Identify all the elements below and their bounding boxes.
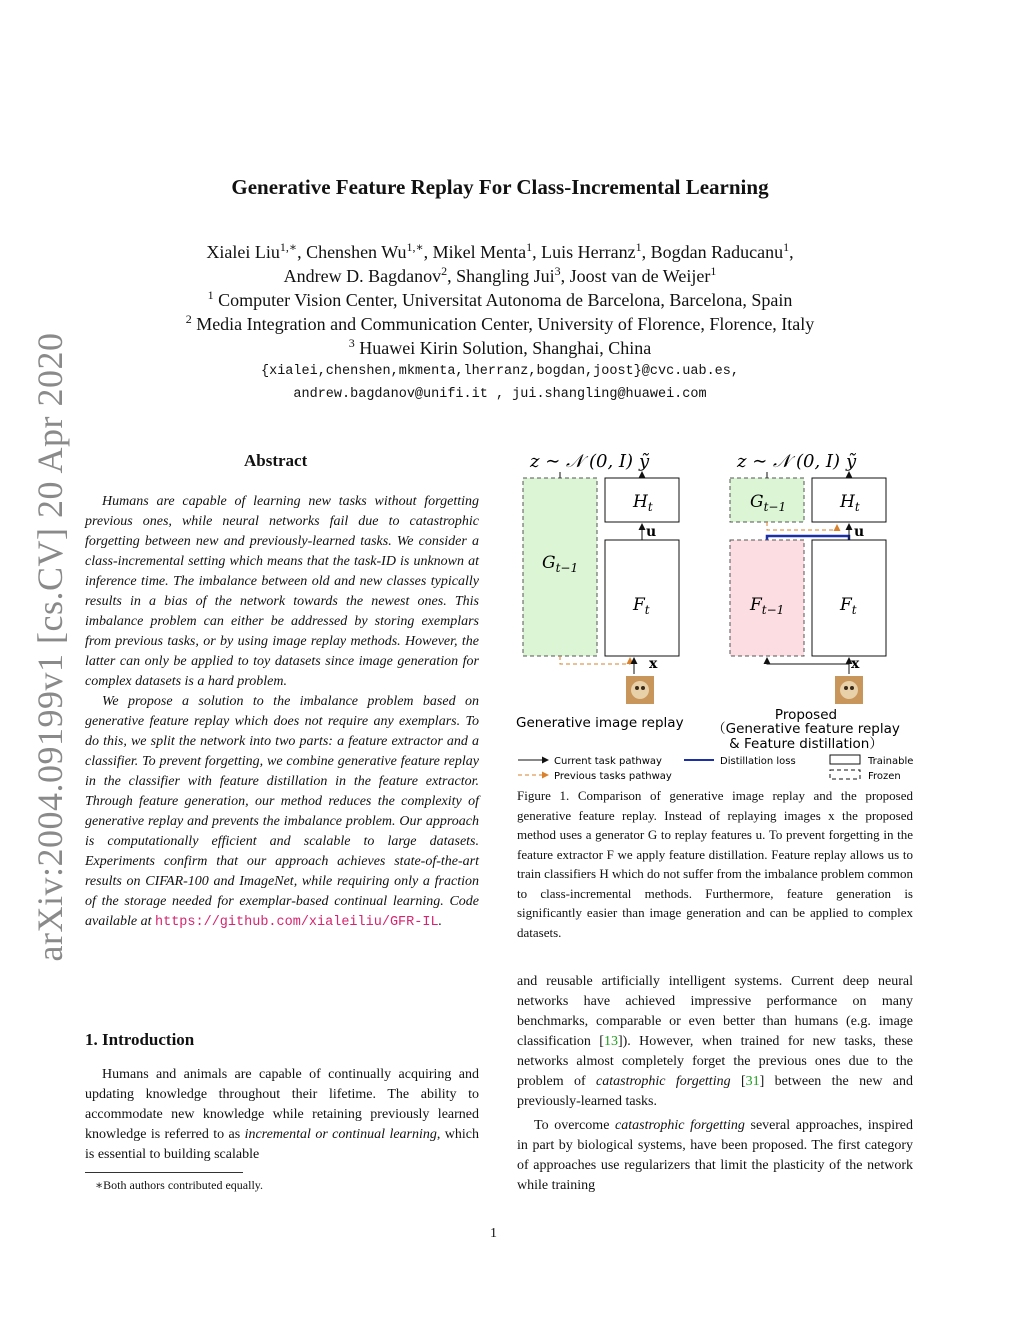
abstract-paragraph-1: Humans are capable of learning new tasks without forgetting previous ones, while neural networks fail due to catastrophic forgetting between new and previously-learned tasks. We consider a class-incremental setting which means that the task-ID is unknown at inference time. The imbalance between old and new classes typically results in a bias of the network towards the newest ones. This imbalance problem can either be addressed by storing exemplars from previous tasks, or by using image replay methods. However, the latter can only be applied to toy datasets since image generation for complex datasets is a hard problem.: [85, 494, 479, 689]
abstract-body: [85, 492, 479, 933]
author-name: Joost van de Weijer: [569, 266, 711, 286]
right-noise-label: z ∼ 𝒩 (0, I): [737, 451, 841, 472]
right-column-body: [517, 972, 913, 1196]
left-u-label: u: [646, 524, 657, 540]
right-diagram-label-3: & Feature distillation）: [729, 736, 883, 752]
right-previous-pathway-top: [767, 522, 837, 530]
left-classifier-label: $H_t$: [633, 492, 653, 514]
affiliation-2: $^2$ Media Integration and Communication Center, University of Florence, Florence, Italy: [185, 312, 815, 334]
affiliation-1: $^1$ Computer Vision Center, Universitat Autonoma de Barcelona, Barcelona, Spain: [207, 288, 793, 310]
figure-1-caption: Figure 1. Comparison of generative image replay and the proposed generative feature replay. Instead of replaying images x the proposed method uses a generator G to replay features u. To prevent forgetting in the feature extractor F we apply feature distillation. Feature replay allows us to train classifiers H which do not suffer from the imbalance problem common to class-incremental methods. Furthermore, feature generation is significantly easier than image generation and can be applied to complex datasets.: [517, 788, 913, 940]
footnote: ∗Both authors contributed equally.: [95, 1178, 264, 1192]
author-affiliation-mark: 1,∗: [279, 240, 298, 254]
right-ytilde-label: ỹ: [846, 451, 857, 472]
legend-distill-label: Distillation loss: [720, 756, 796, 767]
figure-1: [512, 440, 922, 785]
left-ytilde-label: ỹ: [639, 451, 650, 472]
author-affiliation-mark: 1: [526, 240, 533, 254]
left-noise-label: z ∼ 𝒩 (0, I): [530, 451, 634, 472]
author-affiliation-mark: 1: [783, 240, 790, 254]
intro-paragraph-1: Humans and animals are capable of continually acquiring and updating knowledge throughout their lifetime. The ability to accommodate new knowledge while retaining previously learned knowledge is referred to as incremental or continual learning, which is essential to building scalable: [85, 1067, 479, 1162]
right-distillation-loss: [767, 536, 849, 540]
right-generator-label: $G_{t-1}$: [750, 492, 787, 514]
right-old-extractor-box: [730, 540, 804, 656]
paper-title: Generative Feature Replay For Class-Incremental Learning: [231, 175, 769, 199]
author-name: Xialei Liu: [206, 242, 280, 262]
right-paragraph-2: To overcome catastrophic forgetting several approaches, inspired in part by biological systems, have been proposed. The first category of approaches use regularizers that limit the plasticity of the network while training: [517, 1118, 913, 1193]
author-affiliation-mark: 3: [554, 264, 561, 278]
right-old-extractor-label: $F_{t-1}$: [750, 595, 785, 617]
legend-previous-label: Previous tasks pathway: [554, 771, 672, 782]
page-number: 1: [490, 1226, 497, 1241]
legend-frozen-box: [830, 770, 860, 779]
left-previous-pathway: [560, 656, 630, 664]
emails-line-1[interactable]: {xialei,chenshen,mkmenta,lherranz,bogdan,joost}@cvc.uab.es,: [261, 364, 739, 379]
author-name: Bogdan Raducanu: [650, 242, 784, 262]
author-affiliation-mark: 1: [710, 264, 717, 278]
legend-current-label: Current task pathway: [554, 756, 662, 767]
affiliation-3: $^3$ Huawei Kirin Solution, Shanghai, China: [348, 336, 652, 358]
author-affiliation-mark: 1,∗: [406, 240, 424, 254]
author-affiliation-mark: 1: [635, 240, 642, 254]
code-link[interactable]: https://github.com/xialeiliu/GFR-IL: [155, 915, 439, 930]
right-classifier-label: $H_t$: [840, 492, 860, 514]
left-diagram-label: Generative image replay: [516, 715, 684, 731]
introduction-heading: 1. Introduction: [85, 1030, 195, 1049]
authors-line-2: Andrew D. Bagdanov$^2$, Shangling Jui$^3$, Joost van de Weijer$^1$: [283, 264, 717, 286]
abstract-heading: Abstract: [244, 451, 308, 470]
authors-line-1: Xialei Liu$^{1,∗}$, Chenshen $Wu^{1,∗}$, Mikel Menta$^1$, Luis Herranz$^1$, Bogdan Raducanu$^1$,: [206, 240, 794, 262]
legend-frozen-label: Frozen: [868, 771, 901, 782]
left-x-label: x: [649, 656, 658, 672]
introduction-body: [85, 1065, 479, 1165]
left-generator-label: $G_{t-1}$: [542, 553, 579, 575]
footnote-rule: [85, 1172, 243, 1173]
author-name: Andrew D. Bagdanov: [283, 266, 442, 286]
right-x-label: x: [851, 656, 860, 672]
author-affiliation-mark: 2: [441, 264, 448, 278]
arxiv-side-stamp: arXiv:2004.09199v1 [cs.CV] 20 Apr 2020: [30, 332, 70, 962]
citation-31[interactable]: 31: [745, 1074, 760, 1089]
citation-13[interactable]: 13: [603, 1034, 618, 1049]
right-extractor-label: $F_t$: [840, 595, 857, 617]
author-name: Shangling Jui: [456, 266, 555, 286]
author-name: Chenshen Wu: [306, 242, 407, 262]
emails-line-2[interactable]: andrew.bagdanov@unifi.it , jui.shangling@huawei.com: [293, 387, 707, 402]
author-name: Mikel Menta: [432, 242, 527, 262]
right-diagram-label-1: Proposed: [774, 707, 838, 723]
right-paragraph-1: and reusable artificially intelligent systems. Current deep neural networks have achieved impressive performance on many benchmarks, comparable or even better than humans (e.g. image classification [13]). However, when trained for new tasks, these networks almost completely forget the previous ones due to the problem of catastrophic forgetting [31] between the new and previously-learned tasks.: [517, 974, 913, 1109]
right-diagram-label-2: （Generative feature replay: [712, 721, 900, 737]
author-name: Luis Herranz: [541, 242, 636, 262]
right-x-to-old-arrow: [767, 658, 849, 664]
legend-trainable-box: [830, 755, 860, 764]
left-extractor-label: $F_t$: [633, 595, 650, 617]
abstract-paragraph-2: We propose a solution to the imbalance problem based on generative feature replay which does not require any exemplars. To do this, we split the network into two parts: a feature extractor and a classifier. To prevent forgetting, we combine generative feature replay in the classifier with feature distillation in the feature extractor. Through feature generation, our method reduces the complexity of generative replay and prevents the imbalance problem. Our approach is computationally efficient and scalable to large datasets. Experiments confirm that our approach achieves state-of-the-art results on CIFAR-100 and ImageNet, while requiring only a fraction of the storage needed for exemplar-based continual learning. Code available at https://github.com/xialeiliu/GFR-IL.: [85, 694, 479, 930]
legend-trainable-label: Trainable: [868, 756, 914, 767]
right-u-label: u: [854, 524, 865, 540]
